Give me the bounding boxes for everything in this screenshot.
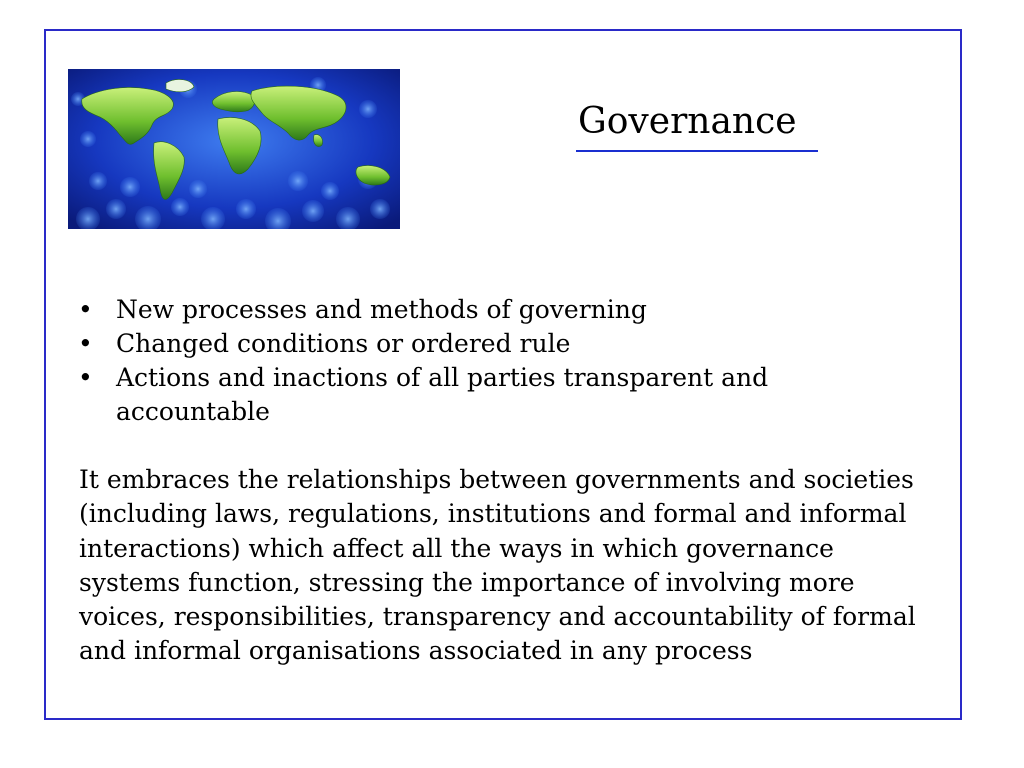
world-map-image — [68, 69, 400, 229]
bullet-icon: • — [78, 295, 93, 324]
slide-title: Governance — [578, 101, 797, 142]
bullet-item — [78, 361, 878, 429]
bullet-item — [78, 327, 878, 361]
bullet-text: Changed conditions or ordered rule — [116, 329, 571, 358]
bullet-item — [78, 293, 878, 327]
title-underline — [576, 150, 818, 152]
bullet-text: Actions and inactions of all parties transparent and accountable — [116, 363, 769, 426]
bullet-icon: • — [78, 329, 93, 358]
bullet-text: New processes and methods of governing — [116, 295, 647, 324]
body-paragraph: It embraces the relationships between governments and societies (including laws, regulations, institutions and formal and informal interactions) which affect all the ways in which governance systems function, stressing the importance of involving more voices, responsibilities, transparency and accountability of formal and informal organisations associated in any process — [79, 465, 916, 666]
bullet-icon: • — [78, 363, 93, 392]
bullet-list — [78, 293, 878, 429]
